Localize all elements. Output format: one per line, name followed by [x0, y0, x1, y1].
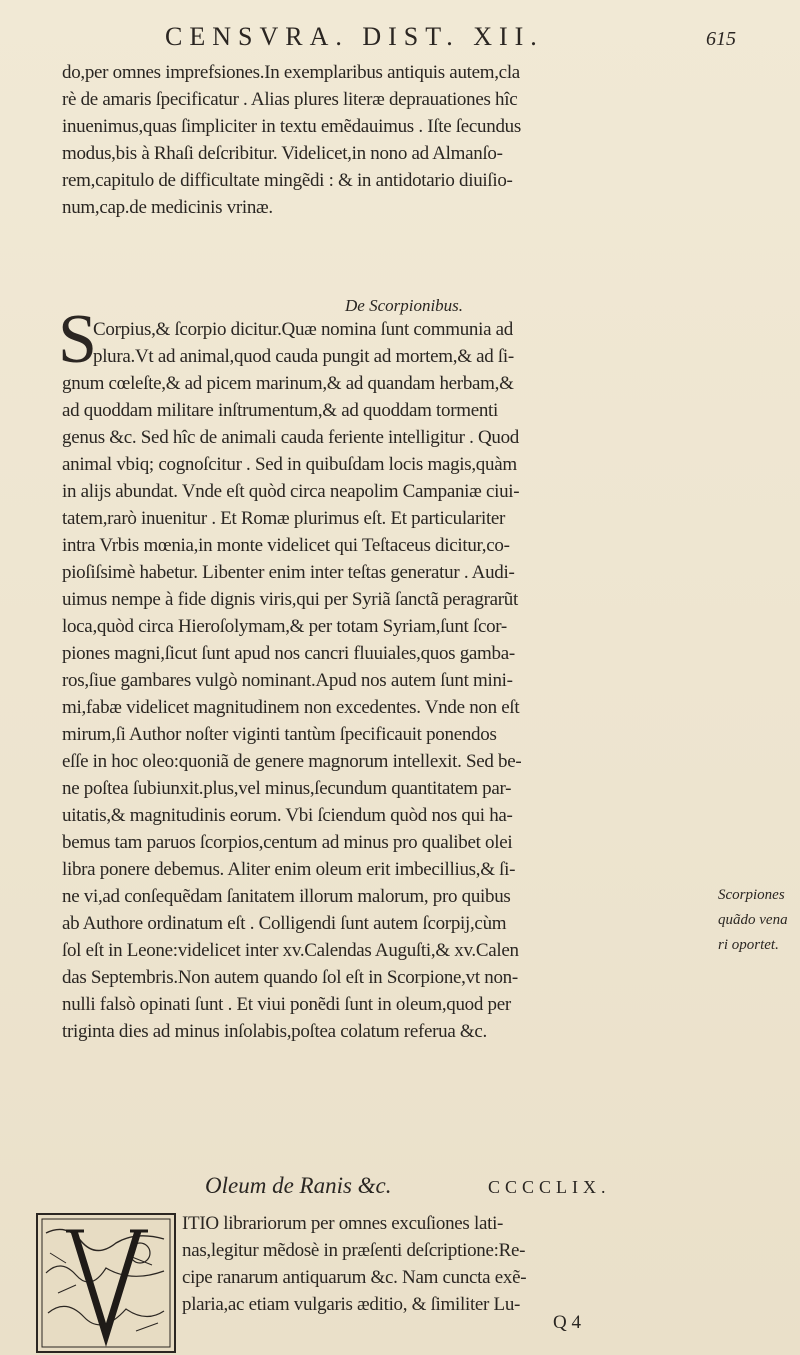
text-line: intra Vrbis mœnia,in monte videlicet qui Teſtaceus dicitur,co- — [62, 535, 510, 556]
text-line: tatem,rarò inuenitur . Et Romæ plurimus eſt. Et particulariter — [62, 508, 506, 529]
text-line: mi,fabæ videlicet magnitudinem non excedentes. Vnde non eſt — [62, 697, 520, 718]
drop-cap: S — [58, 301, 97, 378]
text-line: libra ponere debemus. Aliter enim oleum erit imbecillius,& ſi- — [62, 859, 516, 880]
text-line: ad quoddam militare inſtrumentum,& ad quoddam tormenti — [62, 400, 499, 421]
text-line: pioſiſsimè habetur. Libenter enim inter teſtas generatur . Audi- — [62, 562, 515, 583]
text-line: rem,capitulo de difficultate mingẽdi : & in antidotario diuiſio- — [62, 170, 513, 191]
text-line: animal vbiq; cognoſcitur . Sed in quibuſdam locis magis,quàm — [62, 454, 517, 475]
text-line: loca,quòd circa Hieroſolymam,& per totam Syriam,ſunt ſcor- — [62, 616, 507, 637]
text-line: genus &c. Sed hîc de animali cauda feriente intelligitur . Quod — [62, 427, 520, 448]
text-line: modus,bis à Rhaſi deſcribitur. Videlicet,in nono ad Almanſo- — [62, 143, 503, 164]
text-line: piones magni,ſicut ſunt apud nos cancri fluuiales,quos gamba- — [62, 643, 515, 664]
text-line: inuenimus,quas ſimpliciter in textu emẽdauimus . Iſte ſecundus — [62, 116, 521, 137]
text-line: ſol eſt in Leone:videlicet inter xv.Calendas Auguſti,& xv.Calen — [62, 940, 519, 961]
section-number: CCCCLIX. — [488, 1177, 611, 1197]
text-line: uitatis,& magnitudinis eorum. Vbi ſciendum quòd nos qui ha- — [62, 805, 513, 826]
subheading: De Scorpionibus. — [345, 296, 464, 315]
margin-note-line: quãdo vena — [718, 912, 788, 928]
text-line: ros,ſiue gambares vulgò nominant.Apud nos autem ſunt mini- — [62, 670, 513, 691]
text-line: num,cap.de medicinis vrinæ. — [62, 197, 273, 218]
margin-note-line: ri oportet. — [718, 937, 779, 953]
text-line: triginta dies ad minus inſolabis,poſtea colatum referua &c. — [62, 1021, 487, 1042]
text-line: bemus tam paruos ſcorpios,centum ad minus pro qualibet olei — [62, 832, 513, 853]
text-line: ITIO librariorum per omnes excuſiones lati- — [182, 1213, 504, 1234]
text-line: eſſe in hoc oleo:quoniã de genere magnorum intellexit. Sed be- — [62, 751, 522, 772]
running-header: CENSVRA. DIST. XII. — [165, 22, 544, 51]
text-line: nulli falsò opinati ſunt . Et viui ponẽdi ſunt in oleum,quod per — [62, 994, 511, 1015]
text-line: nas,legitur mẽdosè in præſenti deſcriptione:Re- — [182, 1240, 526, 1261]
text-line: rè de amaris ſpecificatur . Alias plures literæ deprauationes hîc — [62, 89, 518, 110]
section-title: Oleum de Ranis &c. — [205, 1173, 392, 1198]
page-number: 615 — [706, 28, 736, 50]
text-line: gnum cœleſte,& ad picem marinum,& ad quandam herbam,& — [62, 373, 514, 394]
decorated-initial-woodcut — [36, 1213, 176, 1353]
text-line: cipe ranarum antiquarum &c. Nam cuncta exẽ- — [182, 1267, 527, 1288]
text-line: plura.Vt ad animal,quod cauda pungit ad mortem,& ad ſi- — [93, 346, 514, 367]
margin-note-line: Scorpiones — [718, 887, 785, 903]
text-line: Corpius,& ſcorpio dicitur.Quæ nomina ſunt communia ad — [93, 319, 513, 340]
text-line: uimus nempe à fide dignis viris,qui per Syriã ſanctã peragrarũt — [62, 589, 518, 610]
text-line: ne vi,ad conſequẽdam ſanitatem illorum malorum, pro quibus — [62, 886, 511, 907]
text-line: in alijs abundat. Vnde eſt quòd circa neapolim Campaniæ ciui- — [62, 481, 520, 502]
signature-mark: Q 4 — [553, 1312, 581, 1333]
text-line: mirum,ſi Author noſter viginti tantùm ſpecificauit ponendos — [62, 724, 497, 745]
text-line: das Septembris.Non autem quando ſol eſt in Scorpione,vt non- — [62, 967, 518, 988]
text-line: do,per omnes imprefsiones.In exemplaribus antiquis autem,cla — [62, 62, 520, 83]
text-line: ab Authore ordinatum eſt . Colligendi ſunt autem ſcorpij,cùm — [62, 913, 507, 934]
text-line: ne poſtea ſubiunxit.plus,vel minus,ſecundum quantitatem par- — [62, 778, 512, 799]
text-line: plaria,ac etiam vulgaris æditio, & ſimiliter Lu- — [182, 1294, 521, 1315]
